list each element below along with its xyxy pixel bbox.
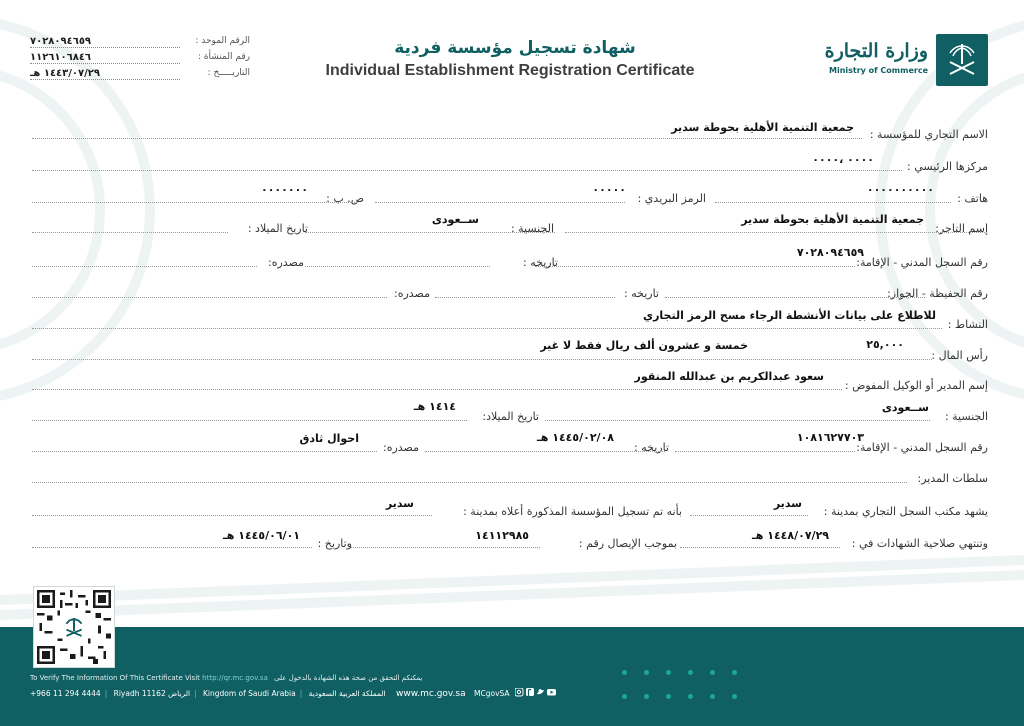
manager-authority-label: سلطات المدير: bbox=[917, 472, 988, 485]
manager-nationality-label: الجنسية : bbox=[944, 410, 988, 423]
manager-value: سعود عبدالكريم بن عبدالله المنقور bbox=[634, 370, 824, 383]
registration-statement: بأنه تم تسجيل المؤسسة المذكورة أعلاه بمدينة : bbox=[463, 505, 682, 518]
headquarters-value: ٠٠٠٠ ،٠٠٠٠ bbox=[812, 153, 874, 166]
headquarters-label: مركزها الرئيسي : bbox=[907, 160, 988, 173]
dotted-line bbox=[665, 297, 925, 298]
activity-value: للاطلاع على بيانات الأنشطة الرجاء مسح الرمز التجاري bbox=[642, 309, 936, 322]
website-link[interactable]: www.mc.gov.sa bbox=[396, 689, 466, 699]
receipt-number-value: ١٤١١٢٩٨٥ bbox=[475, 529, 529, 542]
dotted-line bbox=[565, 232, 985, 233]
activity-label: النشاط : bbox=[947, 318, 988, 331]
dotted-line bbox=[32, 451, 377, 452]
dotted-line bbox=[32, 328, 942, 329]
postal-code-value: ٠٠٠٠٠ bbox=[592, 183, 626, 196]
dotted-line bbox=[690, 515, 808, 516]
civil-registry-value: ٧٠٢٨٠٩٤٦٥٩ bbox=[796, 246, 864, 259]
dotted-line bbox=[32, 359, 932, 360]
dotted-line bbox=[32, 389, 842, 390]
verification-qr-code[interactable] bbox=[34, 587, 114, 667]
dotted-line bbox=[435, 297, 615, 298]
certify-city-value: سدير bbox=[773, 497, 802, 510]
certify-label: يشهد مكتب السجل التجاري بمدينة : bbox=[823, 505, 988, 518]
receipt-date-value: ١٤٤٥/٠٦/٠١ هـ bbox=[223, 529, 300, 542]
civil-date-label: تاريخه : bbox=[523, 256, 558, 269]
capital-value: ٢٥,٠٠٠ bbox=[866, 338, 904, 351]
certificate-title-english: Individual Establishment Registration Certificate bbox=[325, 62, 695, 79]
dotted-line bbox=[32, 170, 902, 171]
dotted-line bbox=[32, 482, 907, 483]
contact-info: +966 11 294 4444 | Riyadh 11162 الرياض | Kingdom of Saudi Arabia | المملكة العربية السعودية www.mc.gov.sa MCgovSA bbox=[30, 688, 557, 699]
expiry-value: ١٤٤٨/٠٧/٢٩ هـ bbox=[752, 529, 829, 542]
dotted-line bbox=[305, 266, 490, 267]
manager-label: إسم المدير أو الوكيل المفوض : bbox=[844, 379, 988, 392]
dotted-line bbox=[32, 138, 862, 139]
nationality-label: الجنسية : bbox=[510, 222, 554, 235]
social-handle: MCgovSA bbox=[474, 689, 510, 698]
phone-value: ٠٠٠٠٠٠٠٠٠٠ bbox=[866, 183, 934, 196]
expiry-label: وتنتهي صلاحية الشهادات في : bbox=[851, 537, 988, 550]
dotted-line bbox=[32, 515, 432, 516]
establishment-number: ١١٢٦١٠٦٨٤٦ رقم المنشأة : bbox=[30, 52, 250, 63]
receipt-date-label: وتاريخ : bbox=[317, 537, 352, 550]
verification-instructions: To Verify The Information Of This Certificate Visit http://qr.mc.gov.sa يمكنكم التحقق من صحة هذه الشهادة بالدخول على bbox=[30, 674, 423, 682]
passport-label: رقم الحفيظة - الجواز: bbox=[887, 287, 988, 300]
merchant-label: إسم التاجر: bbox=[935, 222, 988, 235]
birth-date-label: تاريخ الميلاد : bbox=[247, 222, 308, 235]
dotted-line bbox=[425, 451, 665, 452]
receipt-label: بموجب الإيصال رقم : bbox=[578, 537, 677, 550]
dotted-line bbox=[305, 232, 555, 233]
capital-in-words: خمسة و عشرون ألف ريال فقط لا غير bbox=[540, 339, 748, 352]
dotted-line bbox=[375, 202, 625, 203]
phone-label: هاتف : bbox=[957, 192, 988, 205]
po-box-value: ٠٠٠٠٠٠٠ bbox=[261, 183, 308, 196]
civil-registry-label: رقم السجل المدني - الإقامة: bbox=[856, 256, 988, 269]
dotted-line bbox=[32, 266, 257, 267]
capital-label: رأس المال : bbox=[931, 349, 988, 362]
dotted-line bbox=[675, 451, 855, 452]
manager-civil-label: رقم السجل المدني - الإقامة: bbox=[856, 441, 988, 454]
verification-link[interactable]: http://qr.mc.gov.sa bbox=[202, 674, 268, 682]
dotted-line bbox=[350, 547, 540, 548]
manager-civil-value: ١٠٨١٦٢٧٧٠٣ bbox=[796, 431, 864, 444]
dotted-line bbox=[715, 202, 951, 203]
manager-civil-date-value: ١٤٤٥/٠٢/٠٨ هـ bbox=[537, 431, 614, 444]
dotted-line bbox=[32, 547, 312, 548]
decorative-dot-pattern bbox=[622, 670, 752, 710]
manager-birth-value: ١٤١٤ هـ bbox=[413, 400, 456, 413]
ministry-name-english: Ministry of Commerce bbox=[828, 66, 928, 75]
dotted-line bbox=[680, 547, 840, 548]
dotted-line bbox=[32, 297, 387, 298]
ministry-name-arabic: وزارة التجارة bbox=[824, 40, 928, 62]
registered-city-value: سدير bbox=[385, 497, 414, 510]
unified-number: ٧٠٢٨٠٩٤٦٥٩ الرقم الموحد : bbox=[30, 36, 250, 47]
certificate-title-arabic: شهادة تسجيل مؤسسة فردية bbox=[394, 38, 636, 58]
phone-number: +966 11 294 4444 bbox=[30, 689, 101, 698]
trade-name-label: الاسم التجاري للمؤسسة : bbox=[869, 128, 988, 141]
dotted-line bbox=[32, 420, 467, 421]
nationality-value: ســعودى bbox=[431, 213, 479, 226]
manager-source-label: مصدره: bbox=[383, 441, 419, 454]
dotted-line bbox=[535, 266, 855, 267]
dotted-line bbox=[32, 232, 228, 233]
issue-date: ١٤٤٣/٠٧/٢٩ هـ التاريـــــخ : bbox=[30, 68, 250, 79]
postal-code-label: الرمز البريدي : bbox=[637, 192, 706, 205]
civil-source-label: مصدره: bbox=[268, 256, 304, 269]
social-icons[interactable] bbox=[515, 689, 557, 698]
manager-birth-label: تاريخ الميلاد: bbox=[482, 410, 539, 423]
manager-nationality-value: ســعودى bbox=[881, 401, 929, 414]
passport-source-label: مصدره: bbox=[394, 287, 430, 300]
trade-name-value: جمعية التنمية الأهلية بحوطة سدير bbox=[671, 121, 854, 134]
dotted-line bbox=[32, 202, 357, 203]
merchant-value: جمعية التنمية الأهلية بحوطة سدير bbox=[741, 213, 924, 226]
manager-source-value: احوال ثادق bbox=[299, 432, 359, 445]
dotted-line bbox=[545, 420, 930, 421]
ministry-emblem-logo bbox=[936, 34, 988, 86]
po-box-label: ص. ب : bbox=[326, 192, 364, 205]
passport-date-label: تاريخه : bbox=[624, 287, 659, 300]
manager-civil-date-label: تاريخه : bbox=[634, 441, 669, 454]
